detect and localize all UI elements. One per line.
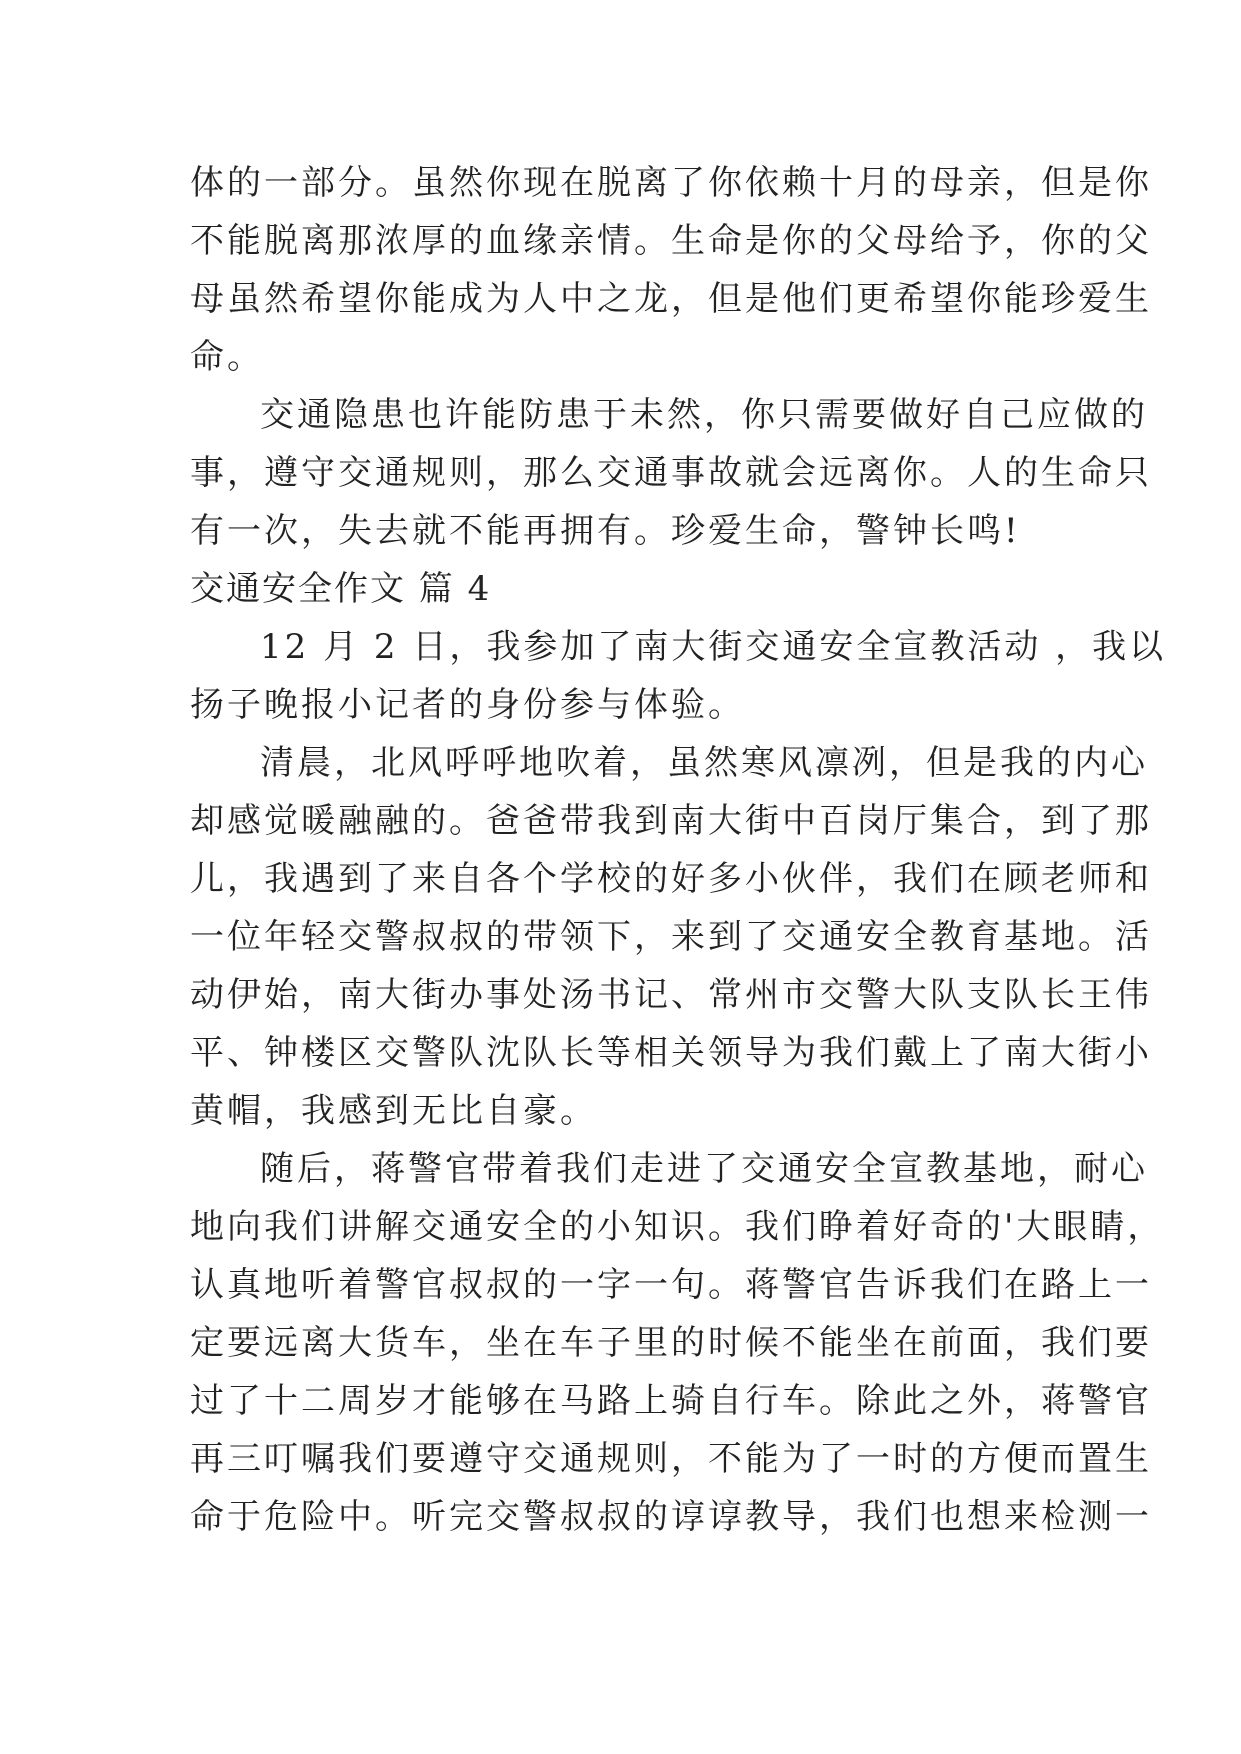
text-line: 清晨，北风呼呼地吹着，虽然寒风凛冽，但是我的内心 — [260, 743, 1148, 783]
text-line: 定要远离大货车，坐在车子里的时候不能坐在前面，我们要 — [190, 1323, 1152, 1363]
text-line: 不能脱离那浓厚的血缘亲情。生命是你的父母给予，你的父 — [190, 221, 1152, 261]
text-line: 平、钟楼区交警队沈队长等相关领导为我们戴上了南大街小 — [190, 1033, 1152, 1073]
paragraph — [190, 386, 1152, 560]
paragraph — [190, 734, 1152, 1140]
text-line: 扬子晚报小记者的身份参与体验。 — [190, 685, 745, 725]
text-line: 动伊始，南大街办事处汤书记、常州市交警大队支队长王伟 — [190, 975, 1152, 1015]
paragraph — [190, 618, 1167, 734]
text-line: 交通隐患也许能防患于未然，你只需要做好自己应做的 — [260, 395, 1148, 435]
text-line: 事，遵守交通规则，那么交通事故就会远离你。人的生命只 — [190, 453, 1152, 493]
text-line: 随后，蒋警官带着我们走进了交通安全宣教基地，耐心 — [260, 1149, 1148, 1189]
paragraph — [190, 154, 1152, 386]
text-line: 一位年轻交警叔叔的带领下，来到了交通安全教育基地。活 — [190, 917, 1152, 957]
text-line: 认真地听着警官叔叔的一字一句。蒋警官告诉我们在路上一 — [190, 1265, 1152, 1305]
text-line: 再三叮嘱我们要遵守交通规则，不能为了一时的方便而置生 — [190, 1439, 1152, 1479]
text-line: 有一次，失去就不能再拥有。珍爱生命，警钟长鸣! — [190, 511, 1021, 551]
text-line: 地向我们讲解交通安全的小知识。我们睁着好奇的'大眼睛， — [190, 1207, 1165, 1247]
text-line: 体的一部分。虽然你现在脱离了你依赖十月的母亲，但是你 — [190, 163, 1152, 203]
section-heading: 交通安全作文 篇 4 — [190, 569, 492, 609]
text-line: 母虽然希望你能成为人中之龙，但是他们更希望你能珍爱生 — [190, 279, 1152, 319]
text-line: 12 月 2 日，我参加了南大街交通安全宣教活动 ，我以 — [260, 627, 1167, 667]
text-line: 命。 — [190, 337, 264, 377]
text-line: 却感觉暖融融的。爸爸带我到南大街中百岗厅集合，到了那 — [190, 801, 1152, 841]
text-line: 过了十二周岁才能够在马路上骑自行车。除此之外，蒋警官 — [190, 1381, 1152, 1421]
text-line: 黄帽，我感到无比自豪。 — [190, 1091, 597, 1131]
document-body — [190, 154, 1167, 1546]
text-line: 命于危险中。听完交警叔叔的谆谆教导，我们也想来检测一 — [190, 1497, 1152, 1537]
text-line: 儿，我遇到了来自各个学校的好多小伙伴，我们在顾老师和 — [190, 859, 1152, 899]
paragraph — [190, 1140, 1165, 1546]
